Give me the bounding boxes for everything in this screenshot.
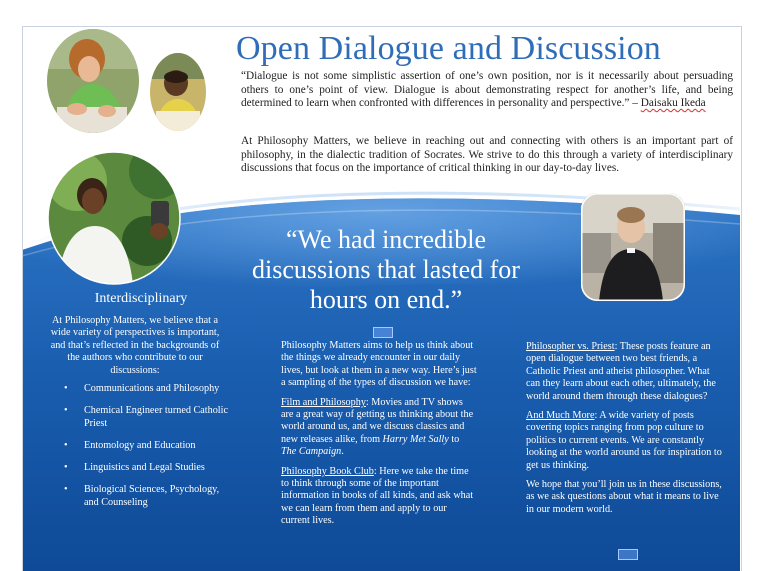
- photo-woman-with-camera: [47, 151, 181, 285]
- sidebar-text: At Philosophy Matters, we believe that a wide variety of perspectives is important, and that’s reflected in the backgrounds of the authors who contribute to our discussions:: [50, 315, 220, 376]
- ikeda-quote: [241, 70, 733, 111]
- photo-priest: [581, 193, 685, 301]
- right-column: [526, 341, 724, 523]
- anchor-marker-icon: [618, 549, 638, 560]
- page-title: Open Dialogue and Discussion: [236, 30, 661, 67]
- list-item: • Entomology and Education: [64, 439, 196, 451]
- more-heading: And Much More: [526, 410, 595, 422]
- bullet-icon: •: [64, 483, 68, 495]
- list-item: • Communications and Philosophy: [64, 383, 220, 394]
- photo-student-writing: [47, 29, 139, 133]
- anchor-marker-icon: [373, 327, 393, 338]
- bullet-icon: •: [64, 461, 68, 473]
- book-club-paragraph: Philosophy Book Club: Here we take the time to think through some of the important information in books of all kinds, and ask what we can learn from them and apply to our current lives.: [281, 465, 474, 527]
- closing-paragraph: We hope that you’ll join us in these discussions, as we ask questions about what it means to live in our modern world.: [526, 479, 722, 515]
- priest-paragraph: Philosopher vs. Priest: These posts feature an open dialogue between two best friends, a Catholic Priest and atheist philosopher. What can they learn about each other, ultimately, the world around them through these dialogues?: [526, 341, 716, 402]
- book-club-heading: Philosophy Book Club: [281, 465, 374, 477]
- pull-quote: “We had incredible discussions that lasted for hours on end.”: [252, 225, 520, 314]
- film-heading: Film and Philosophy: [281, 396, 366, 408]
- quote-text: “Dialogue is not some simplistic assertion of one’s own position, nor is it necessarily about persuading others to one’s point of view. Dialogue is about demonstrating respect for another’s life, and being determined to learn when confronted with differences in personality and perspective.” –: [241, 70, 733, 110]
- quote-author: Daisaku Ikeda: [640, 97, 706, 110]
- middle-intro: Philosophy Matters aims to help us think about the things we already encounter in our daily lives, but look at them in a new way. Here’s just a sampling of the types of discussion we have:: [281, 340, 477, 389]
- sidebar-heading: Interdisciplinary: [94, 291, 188, 306]
- bullet-icon: •: [64, 405, 68, 417]
- film-paragraph: Film and Philosophy: Movies and TV shows are a great way of getting us thinking about the world around us, and we discuss classics and new releases alike, from Harry Met Sally to The Campaign.: [281, 396, 474, 458]
- list-item: • Biological Sciences, Psychology, and Counseling: [64, 483, 220, 508]
- bullet-icon: •: [64, 383, 68, 394]
- bullet-icon: •: [64, 439, 68, 451]
- list-item: • Chemical Engineer turned Catholic Priest: [64, 405, 228, 429]
- intro-paragraph: At Philosophy Matters, we believe in reaching out and connecting with others is an important part of philosophy, in the dialectic tradition of Socrates. We strive to do this through a variety of interdisciplinary discussions that focus on the importance of critical thinking in our day-to-day lives.: [241, 135, 733, 175]
- background-list: [60, 383, 230, 519]
- list-item: • Linguistics and Legal Studies: [64, 461, 205, 473]
- priest-heading: Philosopher vs. Priest: [526, 341, 615, 352]
- middle-column: [281, 340, 477, 535]
- more-paragraph: And Much More: A wide variety of posts covering topics ranging from pop culture to politics to current events. We are constantly looking at the world around us for inspiration to get us thinking.: [526, 410, 722, 471]
- photo-student-studying: [150, 53, 206, 131]
